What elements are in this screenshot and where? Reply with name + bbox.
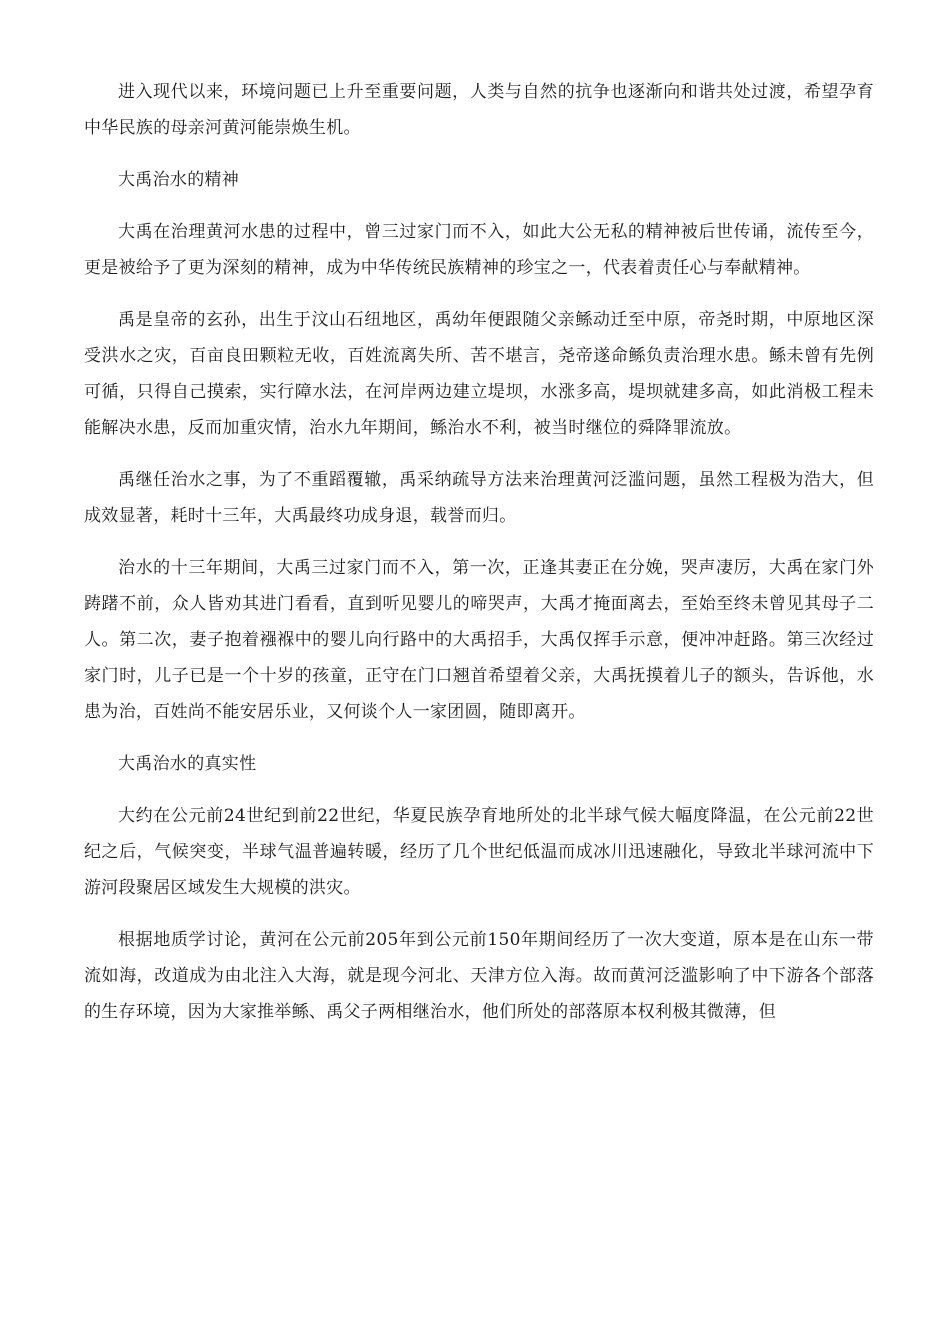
section-heading-authenticity: 大禹治水的真实性 (118, 754, 257, 774)
paragraph-three-passes: 治水的十三年期间，大禹三过家门而不入，第一次，正逢其妻正在分娩，哭声凄厉，大禹在家门外踌躇不前，众人皆劝其进门看看，直到听见婴儿的啼哭声，大禹才掩面离去，至始至终未曾见其母子二人。第二次，妻子抱着襁褓中的婴儿向行路中的大禹招手，大禹仅挥手示意，便冲冲赶路。第三次经过家门时，儿子已是一个十岁的孩童，正守在门口翘首希望着父亲，大禹抚摸着儿子的额头，告诉他，水患为治，百姓尚不能安居乐业，又何谈个人一家团圆，随即离开。 (84, 558, 874, 722)
document-body (84, 74, 874, 1046)
paragraph-geology: 根据地质学讨论，黄河在公元前205年到公元前150年期间经历了一次大变道，原本是在山东一带流如海，改道成为由北注入大海，就是现今河北、天津方位入海。故而黄河泛滥影响了中下游各个部落的生存环境，因为大家推举鲧、禹父子两相继治水，他们所处的部落原本权利极其微薄，但 (84, 930, 874, 1022)
paragraph-modern-environment: 进入现代以来，环境问题已上升至重要问题，人类与自然的抗争也逐渐向和谐共处过渡，希望孕育中华民族的母亲河黄河能崇焕生机。 (84, 82, 874, 138)
paragraph-climate: 大约在公元前24世纪到前22世纪，华夏民族孕育地所处的北半球气候大幅度降温，在公元前22世纪之后，气候突变，半球气温普遍转暖，经历了几个世纪低温而成冰川迅速融化，导致北半球河流中下游河段聚居区域发生大规模的洪灾。 (84, 806, 874, 898)
section-heading-spirit: 大禹治水的精神 (118, 170, 240, 190)
paragraph-yu-origin: 禹是皇帝的玄孙，出生于汶山石纽地区，禹幼年便跟随父亲鲧动迁至中原，帝尧时期，中原地区深受洪水之灾，百亩良田颗粒无收，百姓流离失所、苦不堪言，尧帝遂命鲧负责治理水患。鲧未曾有先例可循，只得自己摸索，实行障水法，在河岸两边建立堤坝，水涨多高，堤坝就建多高，如此消极工程未能解决水患，反而加重灾情，治水九年期间，鲧治水不利，被当时继位的舜降罪流放。 (84, 310, 874, 438)
paragraph-spirit: 大禹在治理黄河水患的过程中，曾三过家门而不入，如此大公无私的精神被后世传诵，流传至今，更是被给予了更为深刻的精神，成为中华传统民族精神的珍宝之一，代表着责任心与奉献精神。 (84, 222, 874, 278)
paragraph-yu-succession: 禹继任治水之事，为了不重蹈覆辙，禹采纳疏导方法来治理黄河泛滥问题，虽然工程极为浩大，但成效显著，耗时十三年，大禹最终功成身退，载誉而归。 (84, 470, 874, 526)
